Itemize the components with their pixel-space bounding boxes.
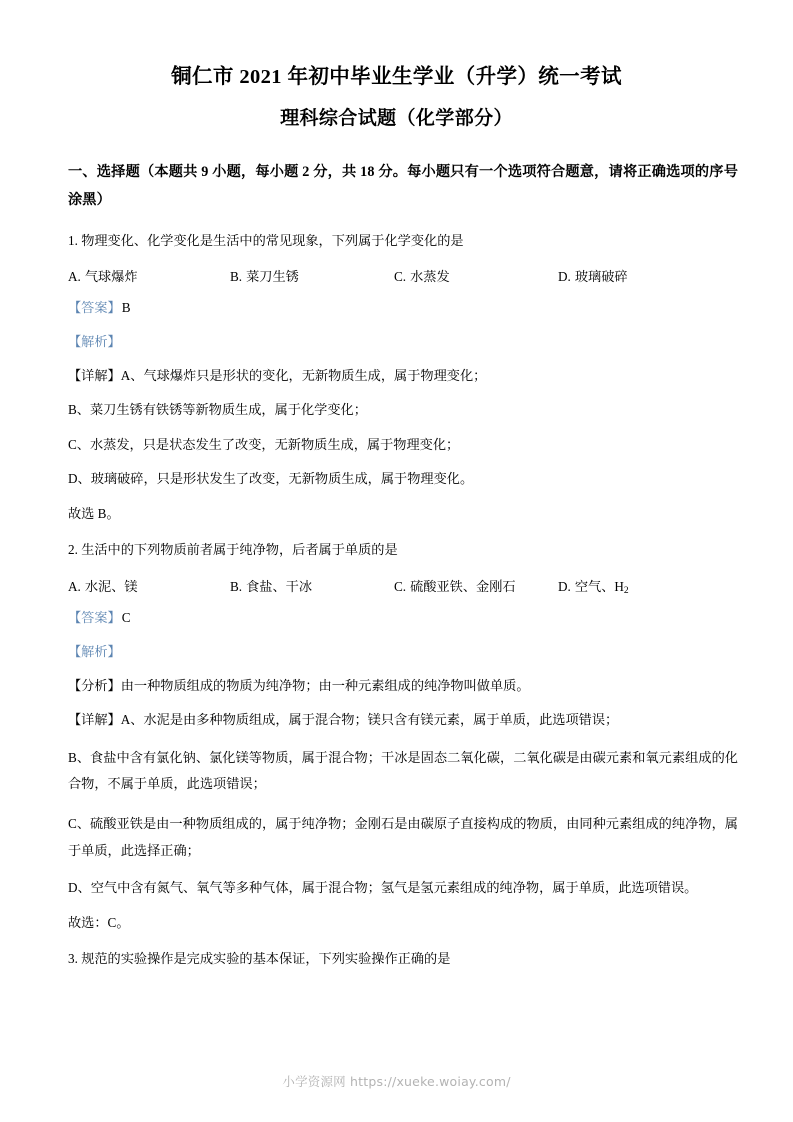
option-c-label: C. [394, 269, 407, 285]
explanation-line: B、菜刀生锈有铁锈等新物质生成，属于化学变化； [68, 402, 367, 418]
breakdown-text: 由一种物质组成的物质为纯净物；由一种元素组成的纯净物叫做单质。 [120, 677, 530, 693]
question-stem [68, 949, 738, 969]
option-b-label: B. [230, 269, 243, 285]
breakdown-tag: 【分析】 [68, 677, 121, 693]
explanation-line: D、空气中含有氮气、氧气等多种气体，属于混合物；氢气是氢元素组成的纯净物，属于单质，此选项错误。 [68, 880, 698, 896]
option-b[interactable] [230, 266, 299, 285]
question-text: 规范的实验操作是完成实验的基本保证，下列实验操作正确的是 [81, 951, 451, 967]
footer-watermark: 小学资源网 https://xueke.woiay.com/ [282, 1074, 511, 1089]
option-d-label: D. [558, 579, 571, 595]
question-number: 2. [68, 542, 78, 558]
question-number: 3. [68, 951, 78, 967]
analysis-tag: 【解析】 [68, 643, 121, 659]
breakdown-paragraph [68, 676, 738, 696]
answer-value: C [121, 610, 131, 626]
option-row [68, 576, 738, 597]
option-b-text: 食盐、干冰 [246, 579, 313, 595]
option-b[interactable] [230, 576, 312, 595]
analysis-line [68, 642, 738, 662]
detail-text: A、气球爆炸只是形状的变化，无新物质生成，属于物理变化； [120, 368, 487, 384]
option-a-label: A. [68, 579, 81, 595]
explanation-line: C、硫酸亚铁是由一种物质组成的，属于纯净物；金刚石是由碳原子直接构成的物质，由同种元素组成的纯净物，属于单质，此选择正确； [68, 816, 738, 858]
option-d[interactable] [558, 266, 628, 285]
page-title-sub: 理科综合试题（化学部分） [280, 107, 513, 129]
explanation-line: C、水蒸发，只是状态发生了改变，无新物质生成，属于物理变化； [68, 436, 460, 452]
detail-text: A、水泥是由多种物质组成，属于混合物；镁只含有镁元素，属于单质，此选项错误； [120, 712, 619, 728]
answer-tag: 【答案】 [68, 610, 121, 626]
option-c-label: C. [394, 579, 407, 595]
question-text: 物理变化、化学变化是生活中的常见现象，下列属于化学变化的是 [81, 232, 464, 248]
document-body [0, 159, 793, 969]
detail-tag: 【详解】 [68, 712, 121, 728]
option-b-text: 菜刀生锈 [246, 269, 299, 285]
analysis-line [68, 332, 738, 352]
option-c[interactable] [394, 266, 450, 285]
option-a-label: A. [68, 269, 81, 285]
question-stem [68, 231, 738, 251]
question-stem [68, 540, 738, 560]
conclusion-line: 故选 B。 [68, 505, 120, 521]
option-c-text: 硫酸亚铁、金刚石 [410, 579, 516, 595]
option-row [68, 266, 738, 284]
question-text: 生活中的下列物质前者属于纯净物，后者属于单质的是 [81, 542, 398, 558]
option-d[interactable] [558, 576, 629, 596]
answer-line [68, 298, 738, 318]
question-number: 1. [68, 232, 78, 248]
detail-paragraph [68, 710, 738, 730]
explanation-line: B、食盐中含有氯化钠、氯化镁等物质，属于混合物；干冰是固态二氧化碳，二氧化碳是由碳元素和氧元素组成的化合物，不属于单质，此选项错误； [68, 749, 738, 791]
page-title-main: 铜仁市 2021 年初中毕业生学业（升学）统一考试 [171, 66, 622, 88]
option-a-text: 水泥、镁 [84, 579, 138, 595]
option-d-label: D. [558, 269, 571, 285]
option-b-label: B. [230, 579, 243, 595]
option-a-text: 气球爆炸 [84, 269, 138, 285]
option-a[interactable] [68, 576, 138, 595]
option-d-text: 空气、H [574, 579, 624, 595]
detail-paragraph [68, 366, 738, 386]
section-heading: 一、选择题（本题共 9 小题，每小题 2 分，共 18 分。每小题只有一个选项符合题意，请将正确选项的序号涂黑） [68, 164, 738, 208]
option-c[interactable] [394, 576, 516, 595]
analysis-tag: 【解析】 [68, 334, 121, 350]
answer-line [68, 608, 738, 628]
detail-tag: 【详解】 [68, 368, 121, 384]
option-a[interactable] [68, 266, 138, 285]
option-d-subscript: 2 [623, 586, 629, 597]
option-c-text: 水蒸发 [410, 269, 450, 285]
answer-tag: 【答案】 [68, 300, 121, 316]
answer-value: B [121, 300, 131, 316]
explanation-line: D、玻璃破碎，只是形状发生了改变，无新物质生成，属于物理变化。 [68, 471, 474, 487]
option-d-text: 玻璃破碎 [574, 269, 628, 285]
conclusion-line: 故选：C。 [68, 914, 130, 930]
